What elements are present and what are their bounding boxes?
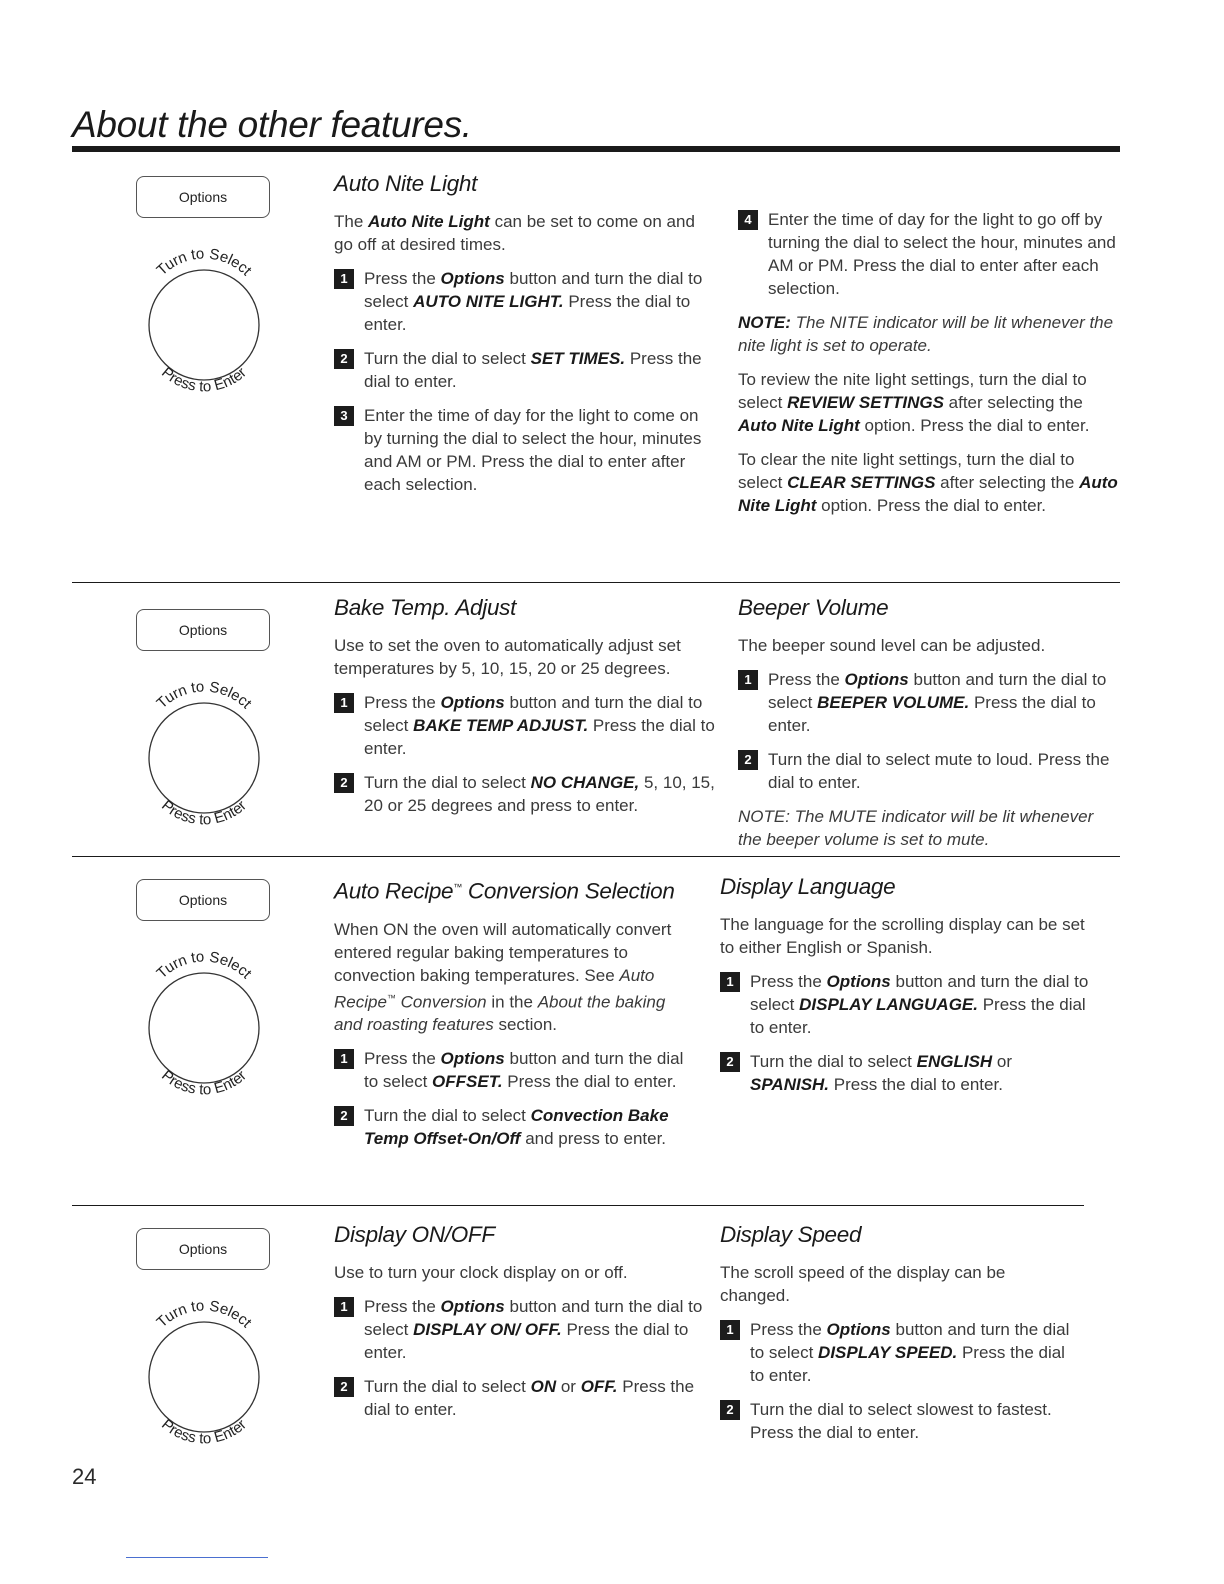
step-item: 1 Press the Options button and turn the dial to select DISPLAY LANGUAGE. Press the dial to enter. (720, 970, 1092, 1039)
svg-text:Press to Enter (158, 797, 250, 828)
section-heading: Bake Temp. Adjust (334, 595, 517, 620)
select-dial-icon (134, 919, 274, 1099)
section-heading: Display Language (720, 874, 896, 899)
step-item: 1 Press the Options button and turn the dial to select BAKE TEMP ADJUST. Press the dial to enter. (334, 691, 718, 760)
options-dial-graphic (134, 176, 274, 396)
auto-nite-light-section (334, 170, 714, 507)
select-dial-icon (134, 649, 274, 829)
intro-paragraph: The Auto Nite Light can be set to come on and go off at desired times. (334, 212, 695, 254)
step-item: 1 Press the Options button and turn the dial to select DISPLAY ON/ OFF. Press the dial to enter. (334, 1295, 704, 1364)
svg-text:Turn to Select (153, 245, 255, 279)
step-number: 1 (334, 1297, 354, 1317)
title-rule (72, 146, 1120, 152)
step-item: 4 Enter the time of day for the light to go off by turning the dial to select the hour, minutes and AM or PM. Press the dial to enter after each selection. (738, 208, 1120, 300)
step-number: 2 (334, 773, 354, 793)
footer-rule (126, 1557, 268, 1558)
svg-text:Press to Enter (158, 364, 250, 395)
bake-temp-adjust-section (334, 594, 718, 828)
step-item: 2 Turn the dial to select mute to loud. Press the dial to enter. (738, 748, 1120, 794)
options-button: Options (136, 176, 270, 218)
step-number: 1 (334, 693, 354, 713)
options-button: Options (136, 609, 270, 651)
svg-text:Press to Enter (158, 1416, 250, 1447)
display-on-off-section (334, 1221, 704, 1432)
step-number: 2 (334, 1106, 354, 1126)
svg-text:Turn to Select (153, 678, 255, 712)
select-dial-icon (134, 1268, 274, 1448)
step-number: 2 (720, 1400, 740, 1420)
turn-to-select-label: Turn to Select (153, 678, 255, 713)
options-dial-graphic (134, 1228, 274, 1448)
step-item: 2 Turn the dial to select SET TIMES. Press the dial to enter. (334, 347, 714, 393)
intro-paragraph: The scroll speed of the display can be changed. (720, 1263, 1006, 1305)
step-number: 3 (334, 406, 354, 426)
step-item: 2 Turn the dial to select ON or OFF. Press the dial to enter. (334, 1375, 704, 1421)
step-item: 1 Press the Options button and turn the dial to select DISPLAY SPEED. Press the dial to enter. (720, 1318, 1080, 1387)
step-item: 2 Turn the dial to select Convection Bake Temp Offset-On/Off and press to enter. (334, 1104, 698, 1150)
display-speed-section (720, 1221, 1080, 1455)
press-to-enter-label: Press to Enter (158, 1066, 250, 1099)
step-item: 3 Enter the time of day for the light to come on by turning the dial to select the hour, minutes and AM or PM. Press the dial to enter after each selection. (334, 404, 714, 496)
step-number: 1 (334, 1049, 354, 1069)
select-dial-icon (134, 216, 274, 396)
intro-paragraph: The beeper sound level can be adjusted. (738, 636, 1046, 655)
page-number: 24 (72, 1464, 97, 1489)
step-number: 1 (720, 1320, 740, 1340)
page-title: About the other features. (72, 104, 472, 145)
note-paragraph: NOTE: The NITE indicator will be lit whenever the nite light is set to operate. (738, 313, 1114, 355)
step-number: 2 (738, 750, 758, 770)
step-item: 1 Press the Options button and turn the dial to select AUTO NITE LIGHT. Press the dial to enter. (334, 267, 714, 336)
section-heading: Auto Nite Light (334, 171, 478, 196)
beeper-volume-section (738, 594, 1120, 862)
intro-paragraph: When ON the oven will automatically convert entered regular baking temperatures to convection baking temperatures. See Auto Recipe™ Conversion in the About the baking and roasting features section. (334, 919, 672, 1035)
options-dial-graphic (134, 879, 274, 1099)
svg-text:Turn to Select (153, 948, 255, 982)
turn-to-select-label: Turn to Select (153, 1297, 255, 1332)
step-item: 2 Turn the dial to select ENGLISH or SPANISH. Press the dial to enter. (720, 1050, 1092, 1096)
section-heading: Beeper Volume (738, 595, 889, 620)
step-number: 4 (738, 210, 758, 230)
step-number: 2 (334, 349, 354, 369)
options-button: Options (136, 879, 270, 921)
step-item: 1 Press the Options button and turn the dial to select BEEPER VOLUME. Press the dial to enter. (738, 668, 1120, 737)
turn-to-select-label: Turn to Select (153, 948, 255, 983)
display-language-section (720, 873, 1092, 1107)
section-heading: Display ON/OFF (334, 1222, 495, 1247)
step-number: 2 (334, 1377, 354, 1397)
options-dial-graphic (134, 609, 274, 829)
step-number: 1 (720, 972, 740, 992)
press-to-enter-label: Press to Enter (158, 796, 250, 829)
section-divider (72, 1205, 1084, 1206)
step-item: 1 Press the Options button and turn the dial to select OFFSET. Press the dial to enter. (334, 1047, 698, 1093)
options-button: Options (136, 1228, 270, 1270)
step-item: 2 Turn the dial to select slowest to fastest. Press the dial to enter. (720, 1398, 1080, 1444)
intro-paragraph: The language for the scrolling display can be set to either English or Spanish. (720, 915, 1085, 957)
intro-paragraph: Use to turn your clock display on or off. (334, 1263, 628, 1282)
note-paragraph: NOTE: The MUTE indicator will be lit whenever the beeper volume is set to mute. (738, 807, 1094, 849)
press-to-enter-label: Press to Enter (158, 1415, 250, 1448)
step-item: 2 Turn the dial to select NO CHANGE, 5, 10, 15, 20 or 25 degrees and press to enter. (334, 771, 718, 817)
svg-text:Press to Enter (158, 1067, 250, 1098)
step-number: 2 (720, 1052, 740, 1072)
section-divider (72, 582, 1120, 583)
section-heading: Display Speed (720, 1222, 862, 1247)
step-number: 1 (334, 269, 354, 289)
clear-paragraph: To clear the nite light settings, turn the dial to select CLEAR SETTINGS after selecting the Auto Nite Light option. Press the dial to enter. (738, 450, 1118, 515)
auto-recipe-section (334, 873, 698, 1161)
intro-paragraph: Use to set the oven to automatically adjust set temperatures by 5, 10, 15, 20 or 25 degrees. (334, 636, 681, 678)
review-paragraph: To review the nite light settings, turn the dial to select REVIEW SETTINGS after selecting the Auto Nite Light option. Press the dial to enter. (738, 370, 1090, 435)
turn-to-select-label: Turn to Select (153, 245, 255, 280)
auto-nite-light-continued (738, 208, 1120, 528)
step-number: 1 (738, 670, 758, 690)
press-to-enter-label: Press to Enter (158, 363, 250, 396)
svg-text:Turn to Select (153, 1297, 255, 1331)
section-heading: Auto Recipe™ Conversion Selection (334, 878, 675, 904)
